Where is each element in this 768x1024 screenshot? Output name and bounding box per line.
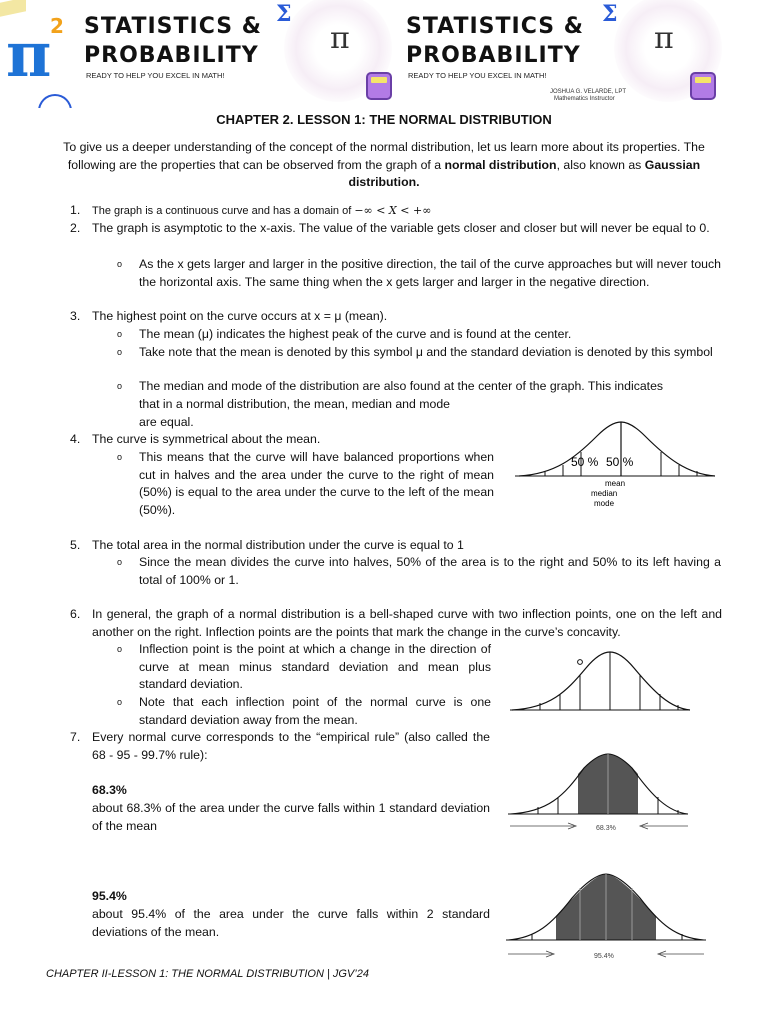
bullet-icon: o: [117, 259, 123, 269]
bell-curve: [512, 652, 690, 710]
protractor-icon: [38, 94, 72, 108]
bullet-icon: o: [117, 381, 123, 391]
notebook-icon: [0, 0, 26, 17]
brand-tagline: READY TO HELP YOU EXCEL IN MATH!: [86, 71, 225, 80]
property-6: In general, the graph of a normal distribution is a bell-shaped curve with two inflection points, one on the left and another on the right. Inflection points are the points that mark the change in the curve’s concavity.: [92, 607, 722, 639]
bullet-icon: o: [117, 557, 123, 567]
inflection-point-marker: [578, 660, 583, 665]
intro-paragraph: [44, 139, 724, 192]
list-number: 7.: [70, 730, 81, 744]
empirical-68-figure: [508, 752, 688, 832]
brand-block-right: [330, 0, 714, 108]
rule-95-description: about 95.4% of the area under the curve falls within 2 standard deviations of the mean.: [92, 907, 490, 939]
property-3-sub-2: Take note that the mean is denoted by this symbol μ and the standard deviation is denoted by this symbol: [139, 345, 713, 359]
property-3: The highest point on the curve occurs at x = μ (mean).: [92, 309, 388, 323]
property-7: Every normal curve corresponds to the “empirical rule” (also called the 68 - 95 - 99.7% rule):: [92, 730, 490, 762]
property-6-sub-2: Note that each inflection point of the normal curve is one standard deviation away from the mean.: [139, 695, 491, 727]
rule-68-heading: 68.3%: [92, 783, 127, 797]
brand-title-line2: PROBABILITY: [84, 43, 259, 68]
chapter-title: CHAPTER 2. LESSON 1: THE NORMAL DISTRIBUTION: [216, 112, 552, 127]
label-mode: mode: [594, 499, 615, 508]
bullet-icon: o: [117, 644, 123, 654]
calculator-icon-repeat: [690, 72, 716, 100]
domain-expression: −∞ < X < +∞: [354, 204, 432, 217]
property-4: The curve is symmetrical about the mean.: [92, 432, 321, 446]
list-number: 6.: [70, 607, 81, 621]
figure-95-label: 95.4%: [594, 953, 614, 960]
property-4-sub-1: This means that the curve will have balanced proportions when cut in halves and the area under the curve to the right of mean (50%) is equal to the area under the curve to the left of the mean (50%).: [139, 450, 494, 517]
author-role: Mathematics Instructor: [554, 96, 615, 102]
bullet-icon: o: [117, 347, 123, 357]
list-number: 4.: [70, 432, 81, 446]
page-footer: CHAPTER II-LESSON 1: THE NORMAL DISTRIBUTION | JGV’24: [46, 968, 369, 980]
bullet-icon: o: [117, 452, 123, 462]
intro-bold-b: Gaussian distribution.: [348, 157, 701, 190]
property-3-sub-3-line2: that in a normal distribution, the mean, median and mode: [139, 397, 451, 411]
list-number: 2.: [70, 221, 81, 235]
author-name: JOSHUA G. VELARDE, LPT: [550, 89, 627, 95]
label-mean: mean: [605, 479, 626, 488]
header-banner: [0, 0, 768, 108]
sigma-icon: Σ: [276, 1, 292, 27]
brand-title-line2-repeat: PROBABILITY: [406, 43, 581, 68]
property-3-sub-3-line3: are equal.: [139, 415, 194, 429]
intro-text-a: To give us a deeper understanding of the concept of the normal distribution, let us learn more about its properties. The following are the properties that can be observed from the graph of a: [63, 140, 705, 172]
badge-pi-icon-repeat: π: [654, 21, 674, 56]
property-2: The graph is asymptotic to the x-axis. The value of the variable gets closer and closer but will never be equal to 0.: [92, 221, 710, 235]
bullet-icon: o: [117, 329, 123, 339]
property-2-sub-1: As the x gets larger and larger in the positive direction, the tail of the curve approaches but will never touch the horizontal axis. The same thing when the x gets larger and larger in the negative direction.: [139, 257, 721, 289]
property-5: The total area in the normal distribution under the curve is equal to 1: [92, 538, 464, 552]
badge-pi-icon: π: [330, 21, 350, 56]
intro-text-b: , also known as: [556, 157, 645, 172]
rule-68-description: about 68.3% of the area under the curve falls within 1 standard deviation of the mean: [92, 801, 490, 833]
list-number: 1.: [70, 203, 81, 217]
property-5-sub-1: Since the mean divides the curve into halves, 50% of the area is to the right and 50% to its left having a total of 100% or 1.: [139, 555, 721, 587]
property-1-text: The graph is a continuous curve and has a domain of: [92, 205, 352, 217]
brand-block-left: [0, 0, 384, 108]
property-6-sub-1: Inflection point is the point at which a change in the direction of curve at mean minus standard deviation and mean plus standard deviation.: [139, 642, 491, 691]
sigma-icon-repeat: Σ: [602, 1, 618, 27]
left-half-label: 50 %: [571, 455, 599, 469]
bullet-icon: o: [117, 697, 123, 707]
label-median: median: [591, 489, 618, 498]
list-number: 5.: [70, 538, 81, 552]
pi-logo-icon: π: [6, 18, 52, 91]
brand-title-line1: STATISTICS &: [84, 14, 262, 39]
list-number: 3.: [70, 309, 81, 323]
figure-68-label: 68.3%: [596, 825, 616, 832]
brand-tagline-repeat: READY TO HELP YOU EXCEL IN MATH!: [408, 71, 547, 80]
intro-bold-a: normal distribution: [444, 157, 557, 172]
property-3-sub-1: The mean (μ) indicates the highest peak of the curve and is found at the center.: [139, 327, 572, 341]
property-3-sub-3-line1: The median and mode of the distribution are also found at the center of the graph. This indicates: [139, 379, 664, 393]
calculator-icon: [366, 72, 392, 100]
halves-figure: [515, 418, 715, 513]
inflection-figure: [510, 648, 690, 713]
right-half-label: 50 %: [606, 455, 634, 469]
brand-title-line1-repeat: STATISTICS &: [406, 14, 584, 39]
exponent-icon: 2: [50, 14, 64, 38]
empirical-95-figure: [506, 872, 706, 960]
property-1: [92, 202, 722, 221]
rule-95-heading: 95.4%: [92, 889, 127, 903]
